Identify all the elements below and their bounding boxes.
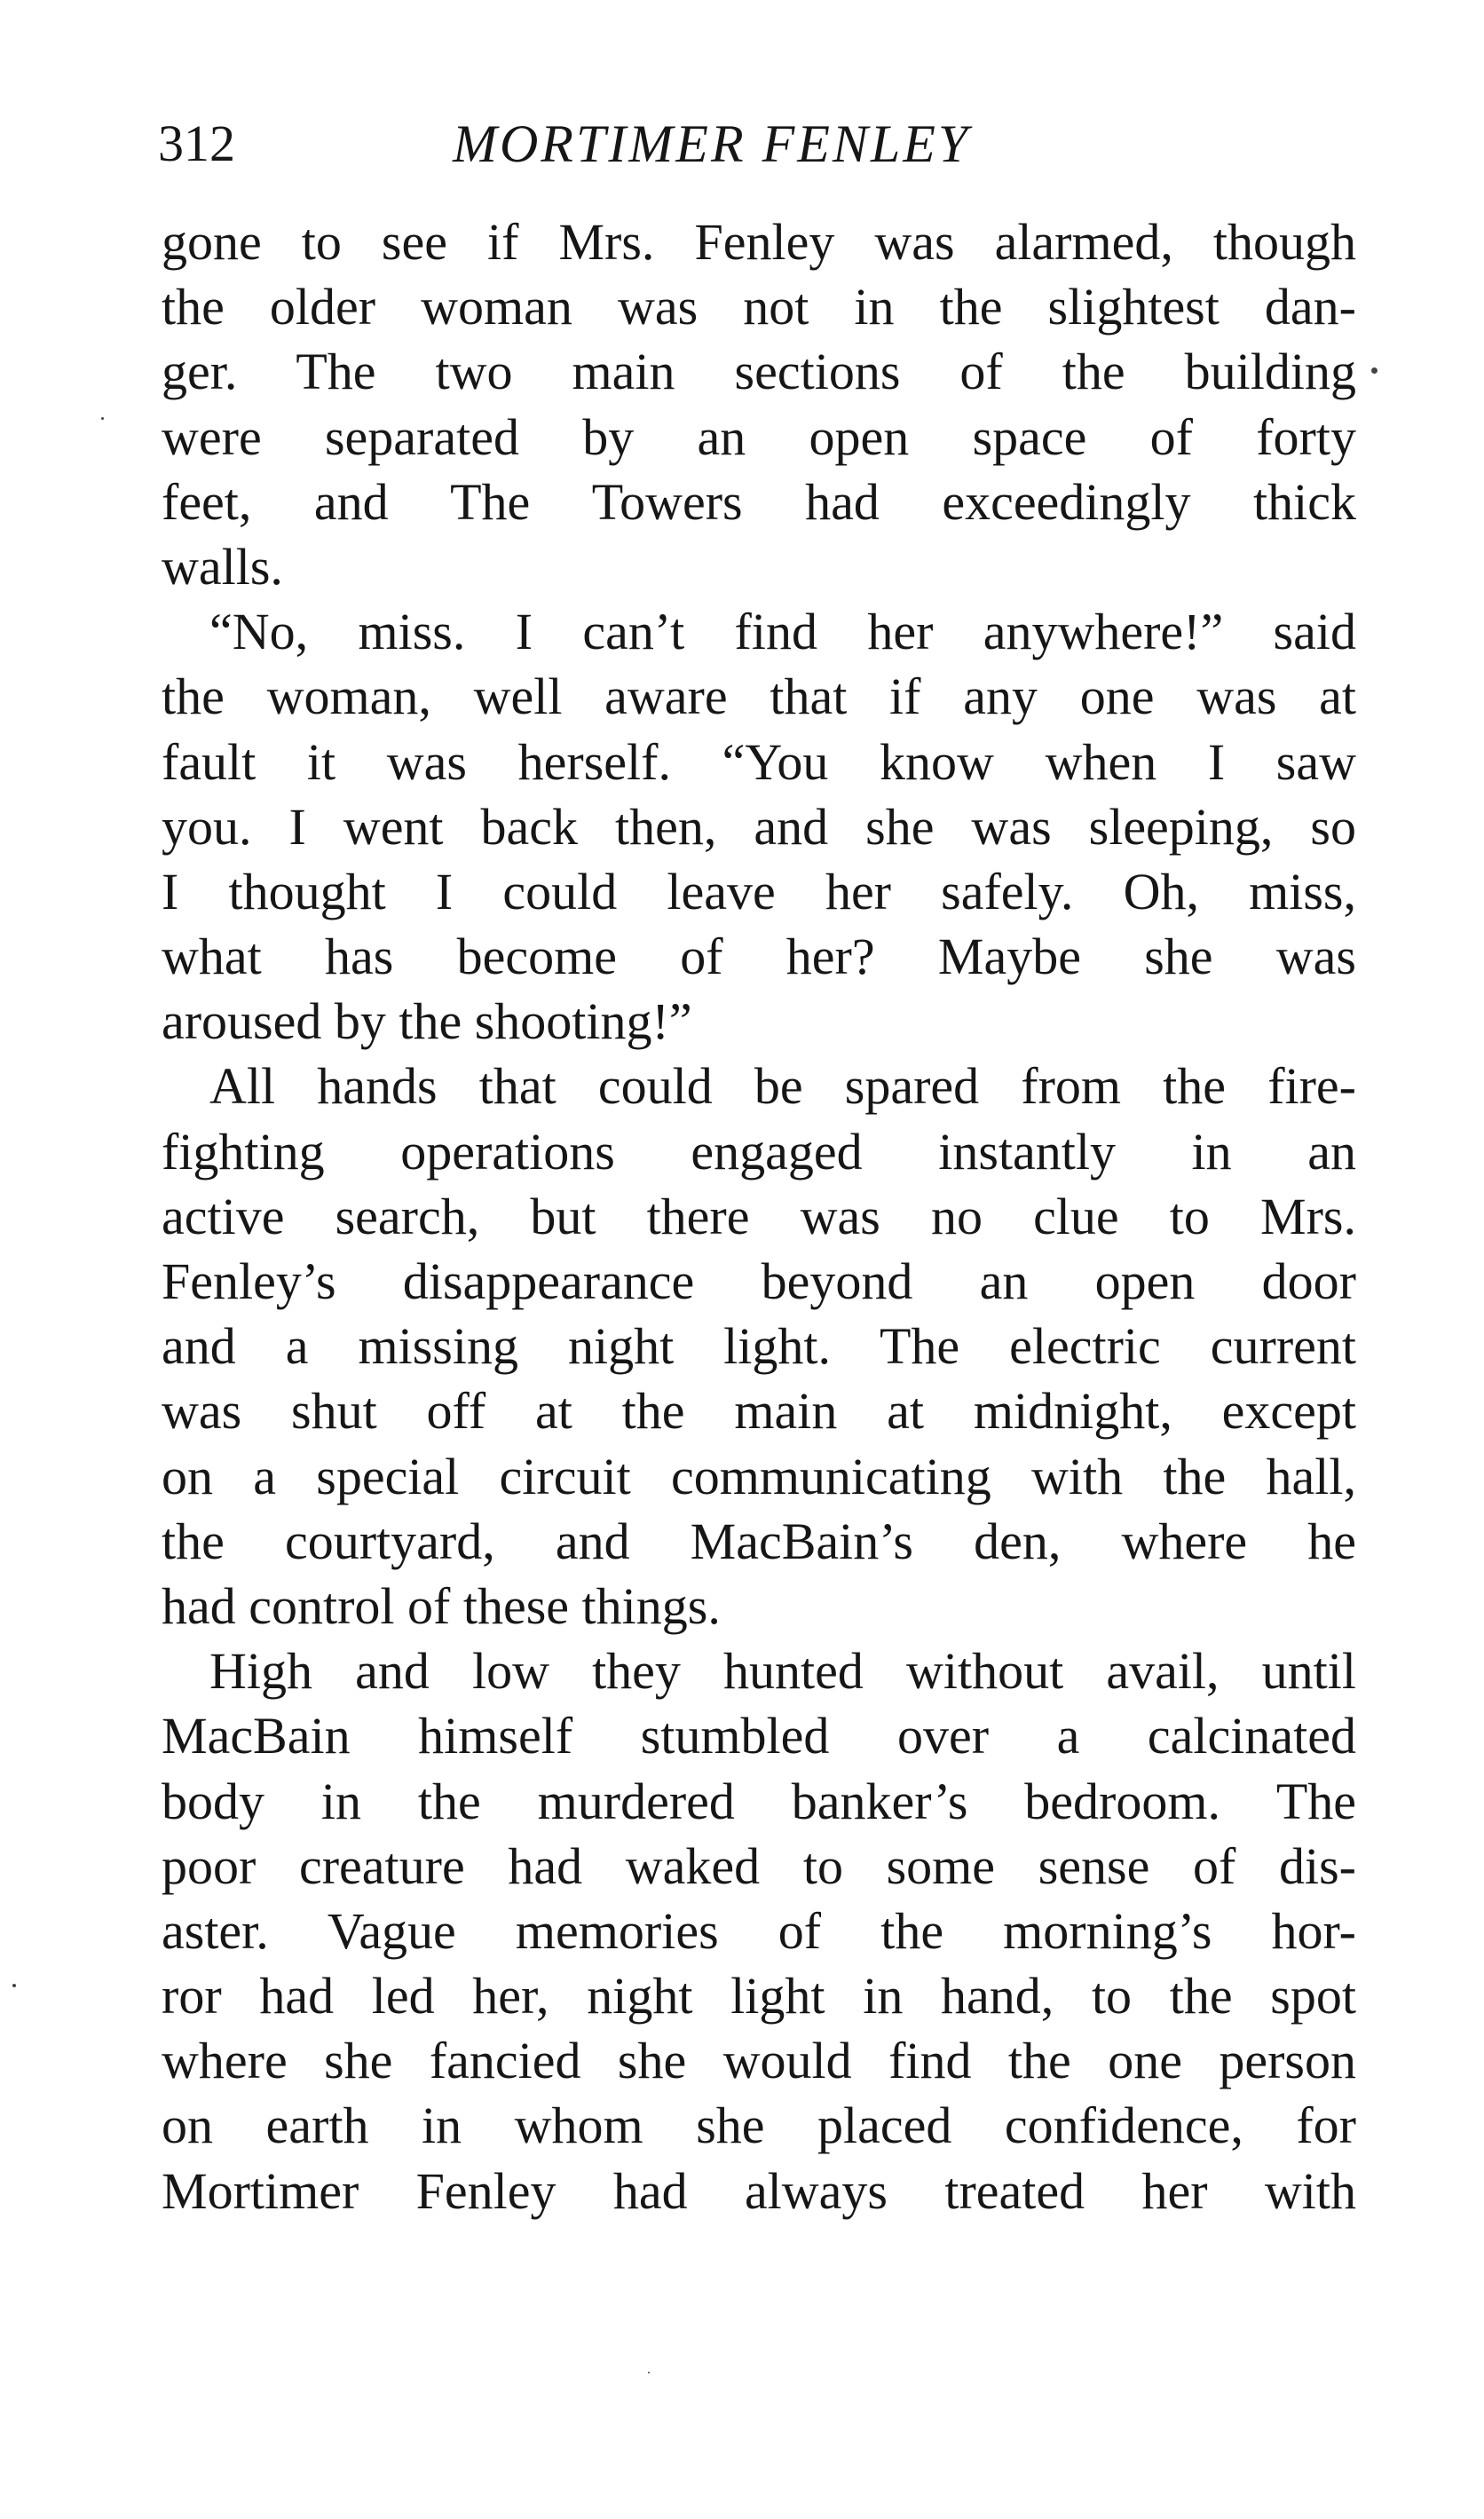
text-line: the older woman was not in the slightest dan-: [162, 278, 1356, 336]
text-line: poor creature had waked to some sense of dis-: [162, 1836, 1356, 1895]
text-line: “No, miss. I can’t find her anywhere!” said: [209, 603, 1356, 661]
text-line: what has become of her? Maybe she was: [162, 928, 1356, 986]
scan-speck: [1371, 367, 1377, 374]
text-line: where she fancied she would find the one person: [162, 2032, 1356, 2090]
text-line: fighting operations engaged instantly in an: [162, 1122, 1356, 1181]
text-line: on earth in whom she placed confidence, for: [162, 2097, 1356, 2155]
text-line: MacBain himself stumbled over a calcinated: [162, 1707, 1356, 1765]
text-line: gone to see if Mrs. Fenley was alarmed, though: [162, 213, 1356, 271]
text-line: you. I went back then, and she was sleeping, so: [162, 797, 1356, 856]
text-line: All hands that could be spared from the fire-: [209, 1057, 1356, 1116]
text-line: ger. The two main sections of the building: [162, 343, 1356, 401]
text-line: walls.: [162, 537, 283, 596]
text-line: fault it was herself. “You know when I saw: [162, 732, 1356, 791]
text-line: the courtyard, and MacBain’s den, where he: [162, 1512, 1356, 1570]
scan-speck: [648, 2372, 650, 2373]
text-line: aroused by the shooting!”: [162, 992, 692, 1051]
text-line: and a missing night light. The electric current: [162, 1317, 1356, 1376]
text-line: Fenley’s disappearance beyond an open door: [162, 1252, 1356, 1310]
text-line: were separated by an open space of forty: [162, 407, 1356, 466]
text-line: had control of these things.: [162, 1576, 721, 1635]
text-line: on a special circuit communicating with the hall,: [162, 1447, 1356, 1505]
text-line: Mortimer Fenley had always treated her with: [162, 2161, 1356, 2220]
page-number: 312: [158, 114, 235, 172]
text-line: ror had led her, night light in hand, to the spot: [162, 1967, 1356, 2025]
scan-speck: [12, 1984, 16, 1987]
text-line: body in the murdered banker’s bedroom. The: [162, 1772, 1356, 1830]
text-line: I thought I could leave her safely. Oh, miss,: [162, 862, 1356, 920]
scan-speck: [101, 417, 104, 420]
text-line: the woman, well aware that if any one was at: [162, 667, 1356, 726]
text-line: active search, but there was no clue to Mrs.: [162, 1187, 1356, 1245]
body-text: [162, 209, 1356, 2223]
text-line: feet, and The Towers had exceedingly thick: [162, 472, 1356, 531]
page-header: [158, 108, 1356, 179]
running-title: MORTIMER FENLEY: [453, 114, 971, 173]
text-line: High and low they hunted without avail, until: [209, 1642, 1356, 1701]
text-line: aster. Vague memories of the morning’s hor-: [162, 1901, 1356, 1960]
text-line: was shut off at the main at midnight, except: [162, 1382, 1356, 1441]
